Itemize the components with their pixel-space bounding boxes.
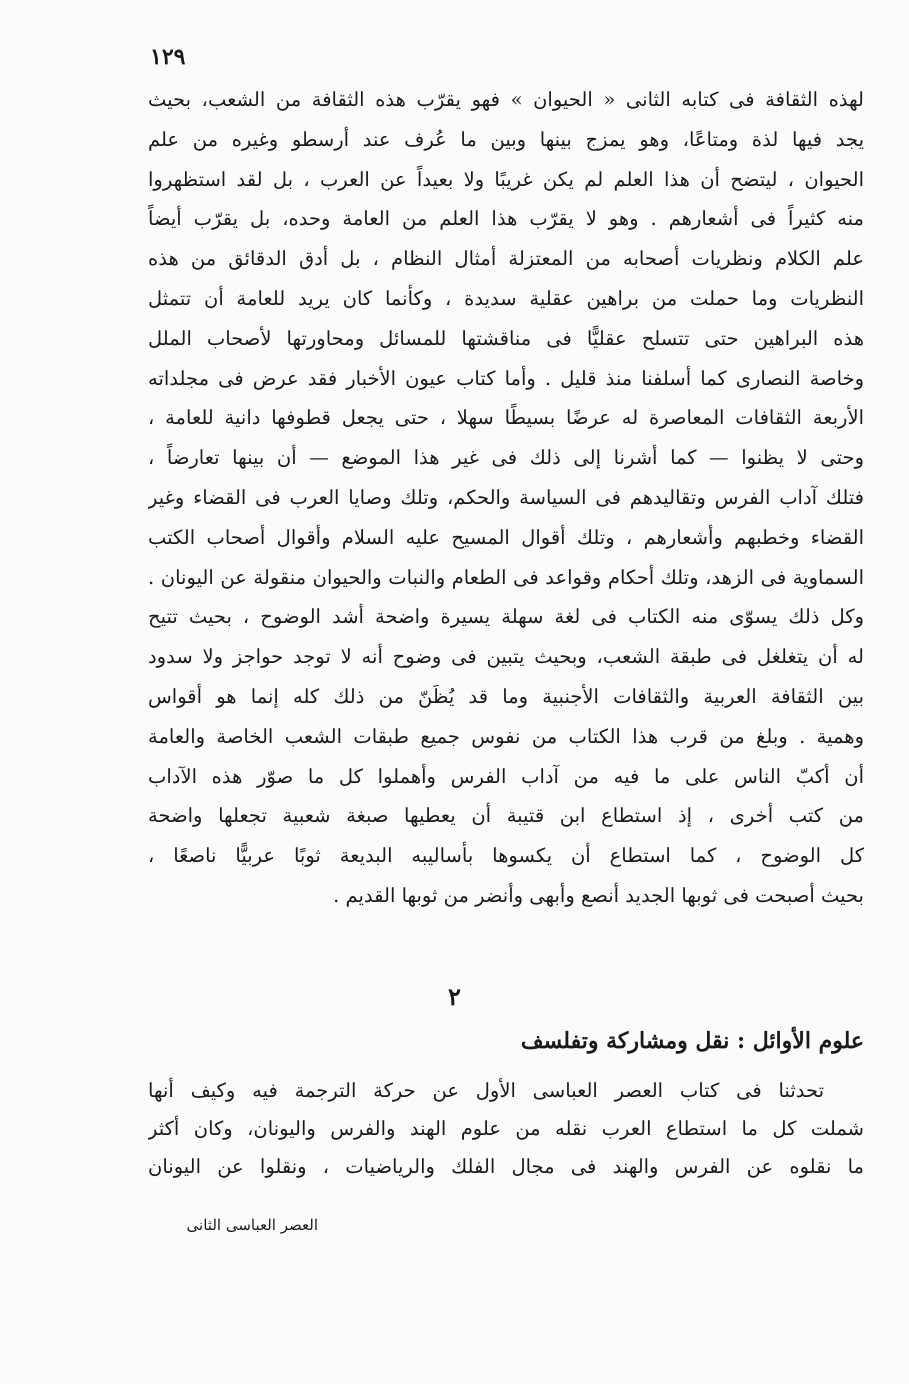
text-line: وهمية . وبلغ من قرب هذا الكتاب من نفوس جميع طبقات الشعب الخاصة والعامة	[148, 724, 864, 748]
text-line: بين الثقافة العربية والثقافات الأجنبية وما قد يُظَنّ من ذلك كله إنما هو أقواس	[148, 684, 864, 708]
text-line: كل الوضوح ، كما استطاع أن يكسوها بأساليبه البديعة ثوبًا عربيًّا ناصعًا ،	[148, 844, 864, 868]
text-line: الأربعة الثقافات المعاصرة له عرضًا بسيطًا سهلا ، حتى يجعل قطوفها دانية للعامة ،	[148, 406, 864, 430]
text-line: أن أكبّ الناس على ما فيه من آداب الفرس وأهملوا كل ما صوّر هذه الآداب	[148, 764, 864, 788]
text-line: وحتى لا يظنوا — كما أشرنا إلى ذلك فى غير هذا الموضع — أن بينها تعارضاً ،	[148, 446, 864, 470]
text-line: منه كثيراً فى أشعارهم . وهو لا يقرّب هذا العلم من العامة وحده، بل يقرّب أيضاً	[148, 207, 864, 231]
text-line: وكل ذلك يسوّى منه الكتاب فى لغة سهلة يسيرة واضحة أشد الوضوح ، بحيث تتيح	[148, 605, 864, 629]
text-line: القضاء وخطبهم وأشعارهم ، وتلك أقوال المسيح عليه السلام وأقوال أصحاب الكتب	[148, 525, 864, 549]
page-number: ١٢٩	[150, 44, 186, 70]
text-line: علم الكلام ونظريات أصحابه من المعتزلة أمثال النظام ، بل أدق الدقائق من هذه	[148, 247, 864, 271]
text-line: السماوية فى الزهد، وتلك أحكام وقواعد فى الطعام والنبات والحيوان منقولة عن اليونان .	[148, 565, 864, 589]
text-line: تحدثنا فى كتاب العصر العباسى الأول عن حركة الترجمة فيه وكيف أنها	[148, 1079, 824, 1102]
text-line: من كتب أخرى ، إذ استطاع ابن قتيبة أن يعطيها صبغة شعبية تجعلها واضحة	[148, 804, 864, 828]
text-line: النظريات وما حملت من براهين عقلية سديدة ، وكأنما كان يريد للعامة أن تتمثل	[148, 286, 864, 310]
paragraph-section	[148, 1072, 864, 1186]
running-footer: العصر العباسى الثانى	[186, 1216, 318, 1234]
paragraph-main	[148, 80, 864, 916]
text-line: لهذه الثقافة فى كتابه الثانى « الحيوان » فهو يقرّب هذه الثقافة من الشعب، بحيث	[148, 88, 864, 111]
section-heading: علوم الأوائل : نقل ومشاركة وتفلسف	[520, 1028, 864, 1054]
text-line: شملت كل ما استطاع العرب نقله من علوم الهند والفرس واليونان، وكان أكثر	[148, 1117, 864, 1140]
text-line: هذه البراهين حتى تتسلح عقليًّا فى مناقشتها للمسائل ومحاورتها لأصحاب الملل	[148, 326, 864, 350]
text-line: الحيوان ، ليتضح أن هذا العلم لم يكن غريبًا ولا بعيداً عن العرب ، بل لقد استظهروا	[148, 167, 864, 191]
text-line: وخاصة النصارى كما أسلفنا منذ قليل . وأما كتاب عيون الأخبار فقد عرض فى مجلداته	[148, 366, 864, 390]
text-line: له أن يتغلغل فى طبقة الشعب، وبحيث يتبين فى وضوح أنه لا توجد حواجز ولا سدود	[148, 645, 864, 669]
text-line: فتلك آداب الفرس وتقاليدهم فى السياسة والحكم، وتلك وصايا العرب فى القضاء وغير	[148, 485, 864, 509]
text-line: يجد فيها لذة ومتاعًا، وهو يمزج بينها وبين ما عُرف عند أرسطو وغيره من علم	[148, 127, 864, 151]
text-line: بحيث أصبحت فى ثوبها الجديد أنصع وأبهى وأنضر من ثوبها القديم .	[333, 883, 864, 907]
section-number: ٢	[448, 982, 461, 1011]
text-line: ما نقلوه عن الفرس والهند فى مجال الفلك والرياضيات ، ونقلوا عن اليونان	[148, 1155, 864, 1178]
